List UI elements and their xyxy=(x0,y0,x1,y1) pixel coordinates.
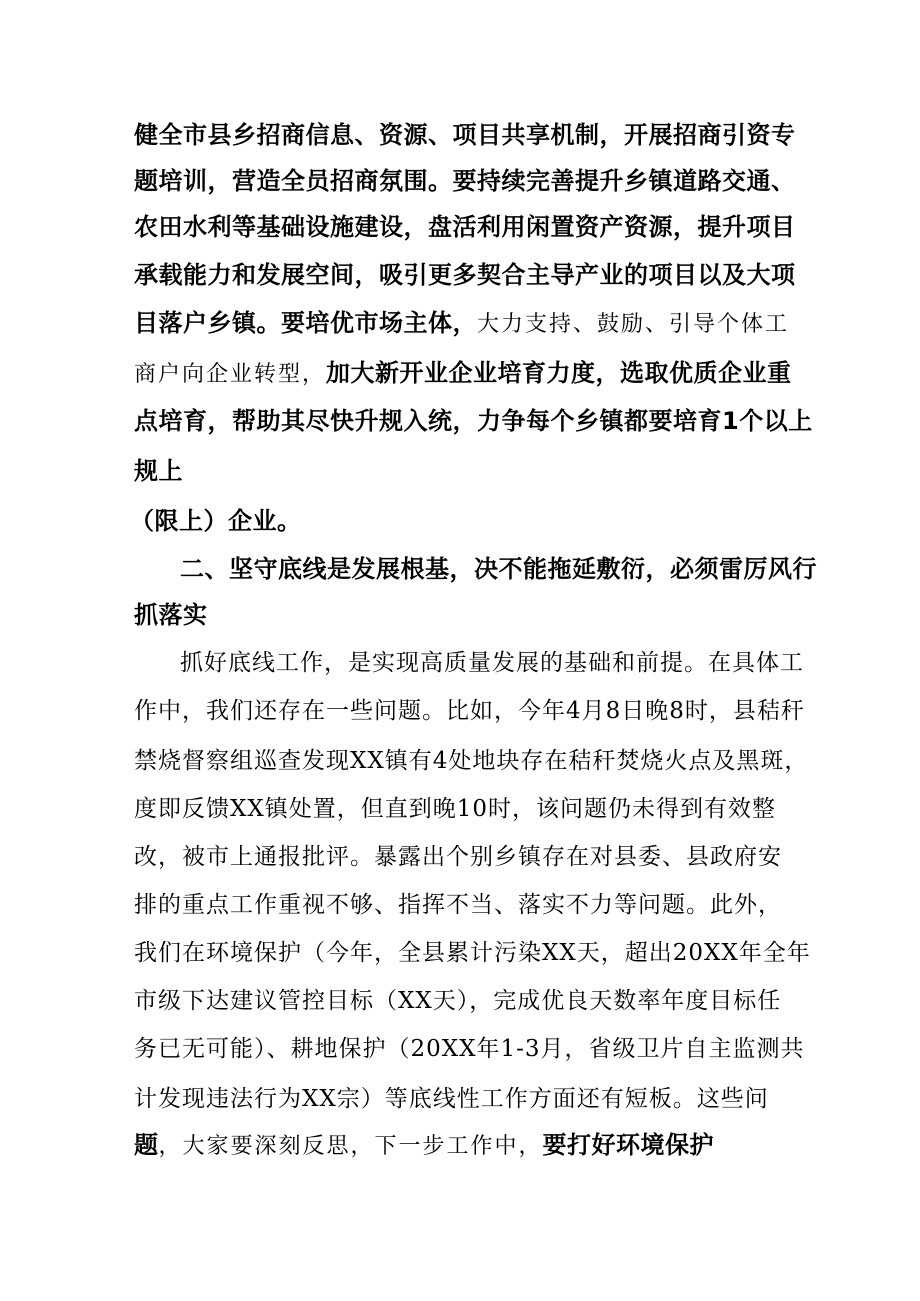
paragraph-line-14: 改，被市上通报批评。暴露出个别乡镇存在对县委、县政府安 xyxy=(134,844,782,870)
paragraph-line-16: 我们在环境保护（今年，全县累计污染XX天，超出20XX年全年 xyxy=(134,940,811,966)
paragraph-line-18: 务已无可能）、耕地保护（20XX年1-3月，省级卫片自主监测共 xyxy=(134,1036,805,1062)
line-segment: 大力支持、鼓励、引导个体工 xyxy=(477,312,790,337)
paragraph-line-5 xyxy=(0,300,920,346)
paragraph-line-4: 承载能力和发展空间，吸引更多契合主导产业的项目以及大项 xyxy=(134,261,796,289)
line-segment: 题 xyxy=(134,1131,159,1159)
paragraph-line-1: 健全市县乡招商信息、资源、项目共享机制，开展招商引资专 xyxy=(134,121,796,149)
paragraph-line-6 xyxy=(0,350,920,396)
paragraph-line-11: 作中，我们还存在一些问题。比如，今年4月8日晚8时，县秸秆 xyxy=(134,698,805,724)
paragraph-line-12: 禁烧督察组巡查发现XX镇有4处地块存在秸秆焚烧火点及黑斑， xyxy=(134,748,809,774)
paragraph-line-2: 题培训，营造全员招商氛围。要持续完善提升乡镇道路交通、 xyxy=(134,167,796,195)
paragraph-line-20 xyxy=(0,1122,920,1168)
section-heading-line-1: 二、坚守底线是发展根基，决不能拖延敷衍，必须雷厉风行 xyxy=(180,555,817,583)
paragraph-line-8: 规上 xyxy=(134,457,183,485)
paragraph-line-7: 点培育，帮助其尽快升规入统，力争每个乡镇都要培育1个以上 xyxy=(134,407,813,435)
paragraph-line-13: 度即反馈XX镇处置，但直到晚10时，该问题仍未得到有效整 xyxy=(134,796,777,822)
line-segment: ，大家要深刻反思，下一步工作中， xyxy=(158,1134,543,1159)
paragraph-line-17: 市级下达建议管控目标（XX天），完成优良天数率年度目标任 xyxy=(134,988,782,1014)
line-segment: 目落户乡镇。要培优市场主体， xyxy=(134,309,477,337)
line-segment: 商户向企业转型， xyxy=(134,362,327,387)
line-segment: 加大新开业企业培育力度，选取优质企业重 xyxy=(326,359,792,387)
paragraph-line-3: 农田水利等基础设施建设，盘活利用闲置资产资源，提升项目 xyxy=(134,213,796,241)
line-segment: 要打好环境保护 xyxy=(542,1131,715,1159)
paragraph-line-19: 计发现违法行为XX宗）等底线性工作方面还有短板。这些问 xyxy=(134,1086,769,1112)
paragraph-line-9: （限上）企业。 xyxy=(130,507,302,535)
section-heading-line-2: 抓落实 xyxy=(134,601,208,629)
paragraph-line-10: 抓好底线工作，是实现高质量发展的基础和前提。在具体工 xyxy=(180,650,804,676)
paragraph-line-15: 排的重点工作重视不够、指挥不当、落实不力等问题。此外， xyxy=(134,892,782,918)
